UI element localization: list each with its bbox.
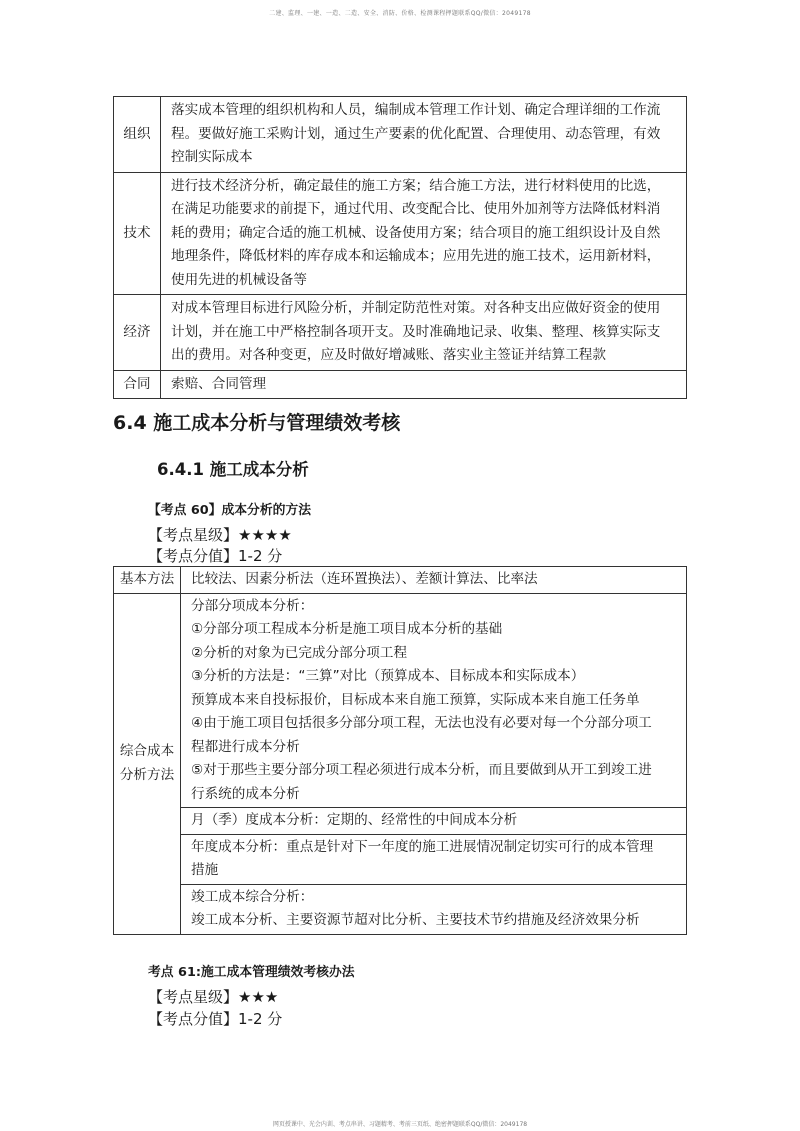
text-line: 月（季）度成本分析：定期的、经常性的中间成本分析 xyxy=(191,812,518,828)
text-line: 对成本管理目标进行风险分析，并制定防范性对策。对各种支出应做好资金的使用 xyxy=(171,300,661,316)
text-line: 竣工成本综合分析： xyxy=(191,888,314,905)
kaodian-60-stars: 【考点星级】★★★★ xyxy=(148,526,292,544)
text-line: ②分析的对象为已完成分部分项工程 xyxy=(191,644,408,661)
text-line: 程都进行成本分析 xyxy=(191,738,300,755)
row-content xyxy=(181,593,687,808)
row-content xyxy=(181,808,687,835)
text-line: 进行技术经济分析，确定最佳的施工方案；结合施工方法，进行材料使用的比选， xyxy=(171,177,661,194)
row-content xyxy=(161,295,687,371)
text-line: 地理条件，降低材料的库存成本和运输成本；应用先进的施工技术，运用新材料， xyxy=(171,248,661,264)
table-row xyxy=(114,808,687,835)
footer-note: 网页授课中、光会内训、考点串讲、习题精考、考前三页纸、绝密押题联系QQ/微信：2049178 xyxy=(272,1121,528,1128)
cost-measures-table xyxy=(113,96,687,399)
table-row xyxy=(114,884,687,934)
text-line: 在满足功能要求的前提下，通过代用、改变配合比、使用外加剂等方法降低材料消 xyxy=(171,201,661,217)
cost-analysis-table xyxy=(113,566,687,935)
text-line: 耗的费用；确定合适的施工机械、设备使用方案；结合项目的施工组织设计及自然 xyxy=(171,224,661,241)
kaodian-60-title: 【考点 60】成本分析的方法 xyxy=(148,503,312,518)
table-row xyxy=(114,370,687,399)
text-line: 措施 xyxy=(191,862,219,878)
kaodian-61-score: 【考点分值】1-2 分 xyxy=(148,1010,283,1028)
label-line: 分析方法 xyxy=(119,766,175,783)
text-line: ④由于施工项目包括很多分部分项工程，无法也没有必要对每一个分部分项工 xyxy=(191,715,652,731)
row-label: 技术 xyxy=(114,172,161,295)
text-line: ①分部分项工程成本分析是施工项目成本分析的基础 xyxy=(191,621,503,637)
basic-method-label: 基本方法 xyxy=(114,567,181,594)
row-label: 合同 xyxy=(114,370,161,399)
text-line: 出的费用。对各种变更，应及时做好增减账、落实业主签证并结算工程款 xyxy=(171,347,606,363)
row-content xyxy=(161,172,687,295)
text-line: 分部分项成本分析： xyxy=(191,597,314,614)
kaodian-60-score: 【考点分值】1-2 分 xyxy=(148,547,283,565)
text-line: 竣工成本分析、主要资源节超对比分析、主要技术节约措施及经济效果分析 xyxy=(191,912,640,928)
text-line: 索赔、合同管理 xyxy=(171,375,267,392)
row-label: 组织 xyxy=(114,97,161,173)
text-line: ⑤对于那些主要分部分项工程必须进行成本分析，而且要做到从开工到竣工进 xyxy=(191,762,652,778)
kaodian-61-stars: 【考点星级】★★★ xyxy=(148,988,279,1006)
table-row xyxy=(114,172,687,295)
text-line: 控制实际成本 xyxy=(171,149,253,165)
text-line: 落实成本管理的组织机构和人员，编制成本管理工作计划、确定合理详细的工作流 xyxy=(171,102,661,118)
table-row xyxy=(114,834,687,884)
table-row xyxy=(114,567,687,594)
text-line: 程。要做好施工采购计划，通过生产要素的优化配置、合理使用、动态管理，有效 xyxy=(171,125,661,142)
table-row xyxy=(114,295,687,371)
subsection-title: 6.4.1 施工成本分析 xyxy=(157,460,309,479)
kaodian-61-title: 考点 61:施工成本管理绩效考核办法 xyxy=(148,965,355,980)
section-title: 6.4 施工成本分析与管理绩效考核 xyxy=(113,412,401,434)
text-line: ③分析的方法是：“三算”对比（预算成本、目标成本和实际成本） xyxy=(191,668,585,684)
table-row xyxy=(114,593,687,808)
row-content xyxy=(181,884,687,934)
basic-method-content: 比较法、因素分析法（连环置换法）、差额计算法、比率法 xyxy=(181,567,687,594)
comprehensive-method-label xyxy=(114,593,181,934)
table-row xyxy=(114,97,687,173)
text-line: 年度成本分析：重点是针对下一年度的施工进展情况制定切实可行的成本管理 xyxy=(191,838,654,855)
row-content xyxy=(161,370,687,399)
row-label: 经济 xyxy=(114,295,161,371)
row-content xyxy=(161,97,687,173)
row-content xyxy=(181,834,687,884)
header-note: 二建、监理、一建、一造、二造、安全、消防、价格、检测课程押题联系QQ/微信：2049178 xyxy=(269,10,531,17)
text-line: 行系统的成本分析 xyxy=(191,785,300,802)
label-line: 综合成本 xyxy=(119,743,175,759)
text-line: 预算成本来自投标报价，目标成本来自施工预算，实际成本来自施工任务单 xyxy=(191,691,640,708)
text-line: 使用先进的机械设备等 xyxy=(171,271,307,288)
text-line: 计划，并在施工中严格控制各项开支。及时准确地记录、收集、整理、核算实际支 xyxy=(171,323,661,340)
